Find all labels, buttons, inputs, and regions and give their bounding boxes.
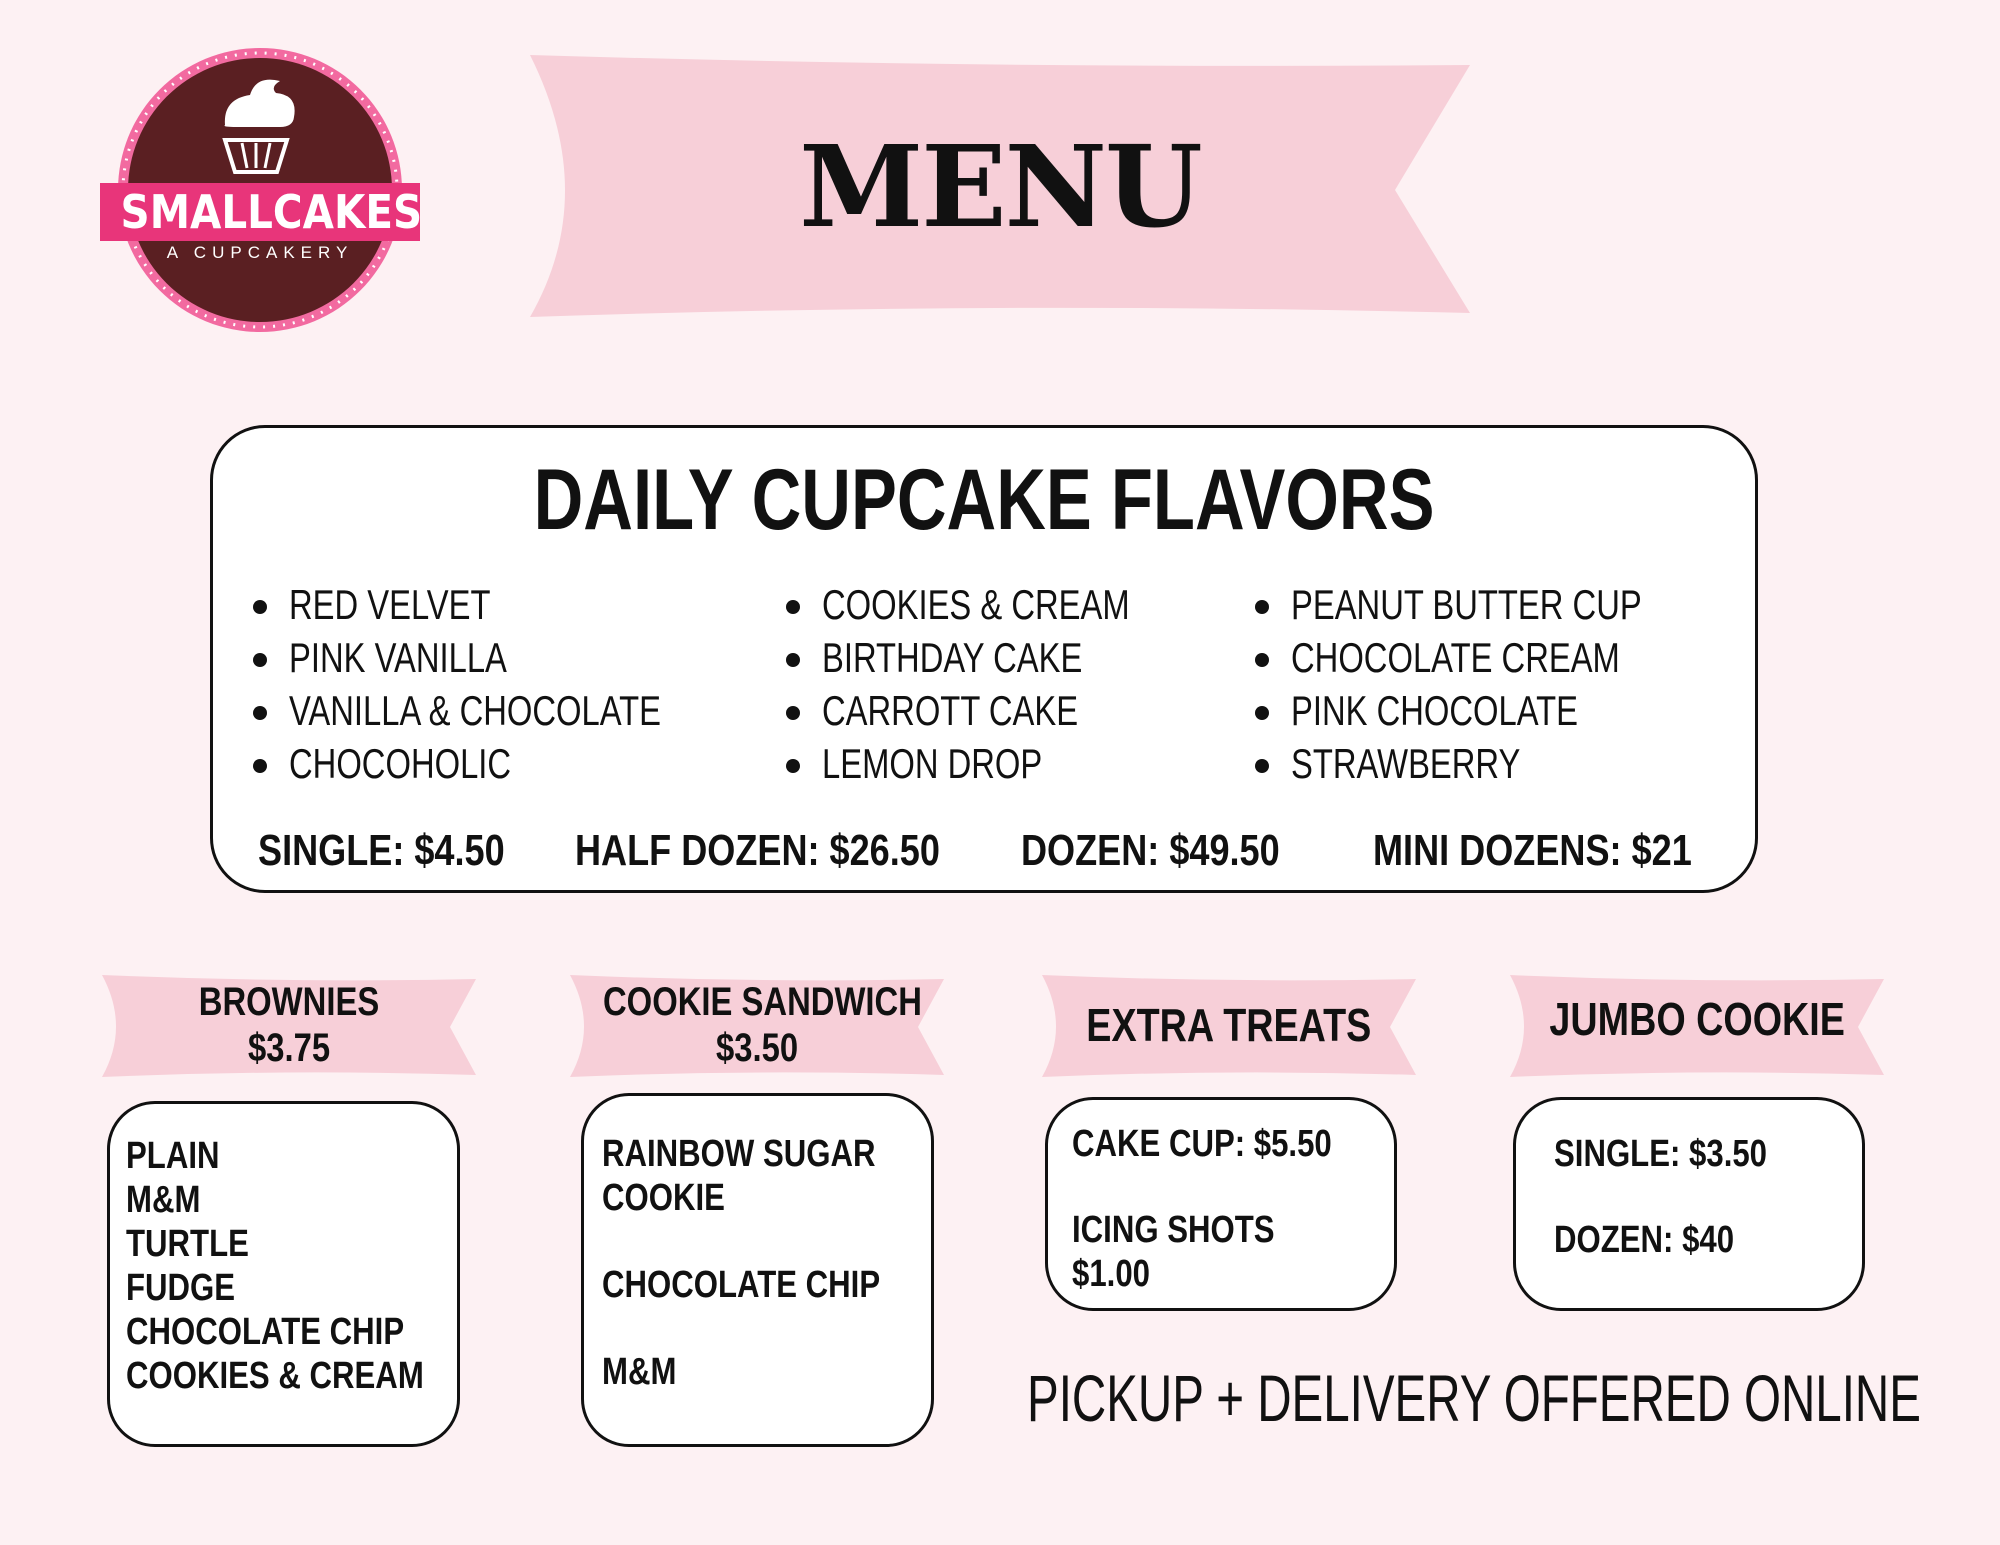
jumbo-cookie-ribbon	[1508, 975, 1886, 1077]
brownies-title: BROWNIES	[198, 980, 380, 1024]
list-item: TURTLE	[126, 1223, 249, 1265]
list-item: PINK VANILLA	[253, 631, 753, 684]
list-item: LEMON DROP	[786, 737, 1246, 790]
list-item: CAKE CUP: $5.50	[1072, 1123, 1332, 1165]
list-item: CHOCOLATE CREAM	[1255, 631, 1735, 684]
price-dozen: DOZEN: $49.50	[1021, 826, 1280, 875]
jumbo-cookie-box	[1513, 1097, 1865, 1311]
list-item: VANILLA & CHOCOLATE	[253, 684, 753, 737]
extra-treats-ribbon	[1040, 975, 1418, 1077]
pickup-delivery-note: PICKUP + DELIVERY OFFERED ONLINE	[1027, 1361, 1921, 1435]
logo-tagline: A CUPCAKERY	[166, 243, 354, 262]
brownies-box	[107, 1101, 460, 1447]
list-item: PEANUT BUTTER CUP	[1255, 578, 1735, 631]
list-item: M&M	[602, 1351, 677, 1393]
list-item: SINGLE: $3.50	[1554, 1133, 1768, 1175]
logo-brand-text: SMALLCAKES	[120, 185, 423, 239]
list-item: CHOCOLATE CHIP	[126, 1311, 405, 1353]
list-item: $1.00	[1072, 1253, 1150, 1295]
cookie-sandwich-ribbon	[568, 975, 946, 1077]
list-item: COOKIES & CREAM	[786, 578, 1246, 631]
list-item: COOKIES & CREAM	[126, 1355, 424, 1397]
list-item: COOKIE	[602, 1177, 725, 1219]
brownies-ribbon	[100, 975, 478, 1077]
list-item: RAINBOW SUGAR	[602, 1133, 876, 1175]
list-item: CARROTT CAKE	[786, 684, 1246, 737]
extra-treats-box	[1045, 1097, 1397, 1311]
list-item: CHOCOLATE CHIP	[602, 1264, 881, 1306]
list-item: PLAIN	[126, 1135, 220, 1177]
cookie-sandwich-price: $3.50	[715, 1026, 799, 1070]
list-item: CHOCOHOLIC	[253, 737, 753, 790]
price-single: SINGLE: $4.50	[258, 826, 505, 875]
flavor-column-1	[253, 578, 753, 790]
list-item: M&M	[126, 1179, 201, 1221]
list-item: STRAWBERRY	[1255, 737, 1735, 790]
price-half-dozen: HALF DOZEN: $26.50	[575, 826, 940, 875]
price-mini-dozens: MINI DOZENS: $21	[1373, 826, 1692, 875]
extra-treats-title: EXTRA TREATS	[1086, 999, 1372, 1051]
flavor-column-3	[1255, 578, 1735, 790]
brownies-price: $3.75	[247, 1026, 331, 1070]
list-item: FUDGE	[126, 1267, 236, 1309]
cookie-sandwich-box	[581, 1093, 934, 1447]
cookie-sandwich-title: COOKIE SANDWICH	[603, 980, 922, 1024]
daily-flavors-box	[210, 425, 1758, 893]
flavor-column-2	[786, 578, 1246, 790]
list-item: ICING SHOTS	[1072, 1209, 1275, 1251]
menu-title: MENU	[799, 122, 1201, 253]
list-item: BIRTHDAY CAKE	[786, 631, 1246, 684]
list-item: DOZEN: $40	[1554, 1219, 1735, 1261]
list-item: RED VELVET	[253, 578, 753, 631]
smallcakes-logo	[100, 40, 423, 340]
list-item: PINK CHOCOLATE	[1255, 684, 1735, 737]
jumbo-cookie-title: JUMBO COOKIE	[1549, 993, 1845, 1045]
daily-flavors-title: DAILY CUPCAKE FLAVORS	[533, 452, 1435, 548]
menu-title-ribbon	[525, 55, 1475, 320]
